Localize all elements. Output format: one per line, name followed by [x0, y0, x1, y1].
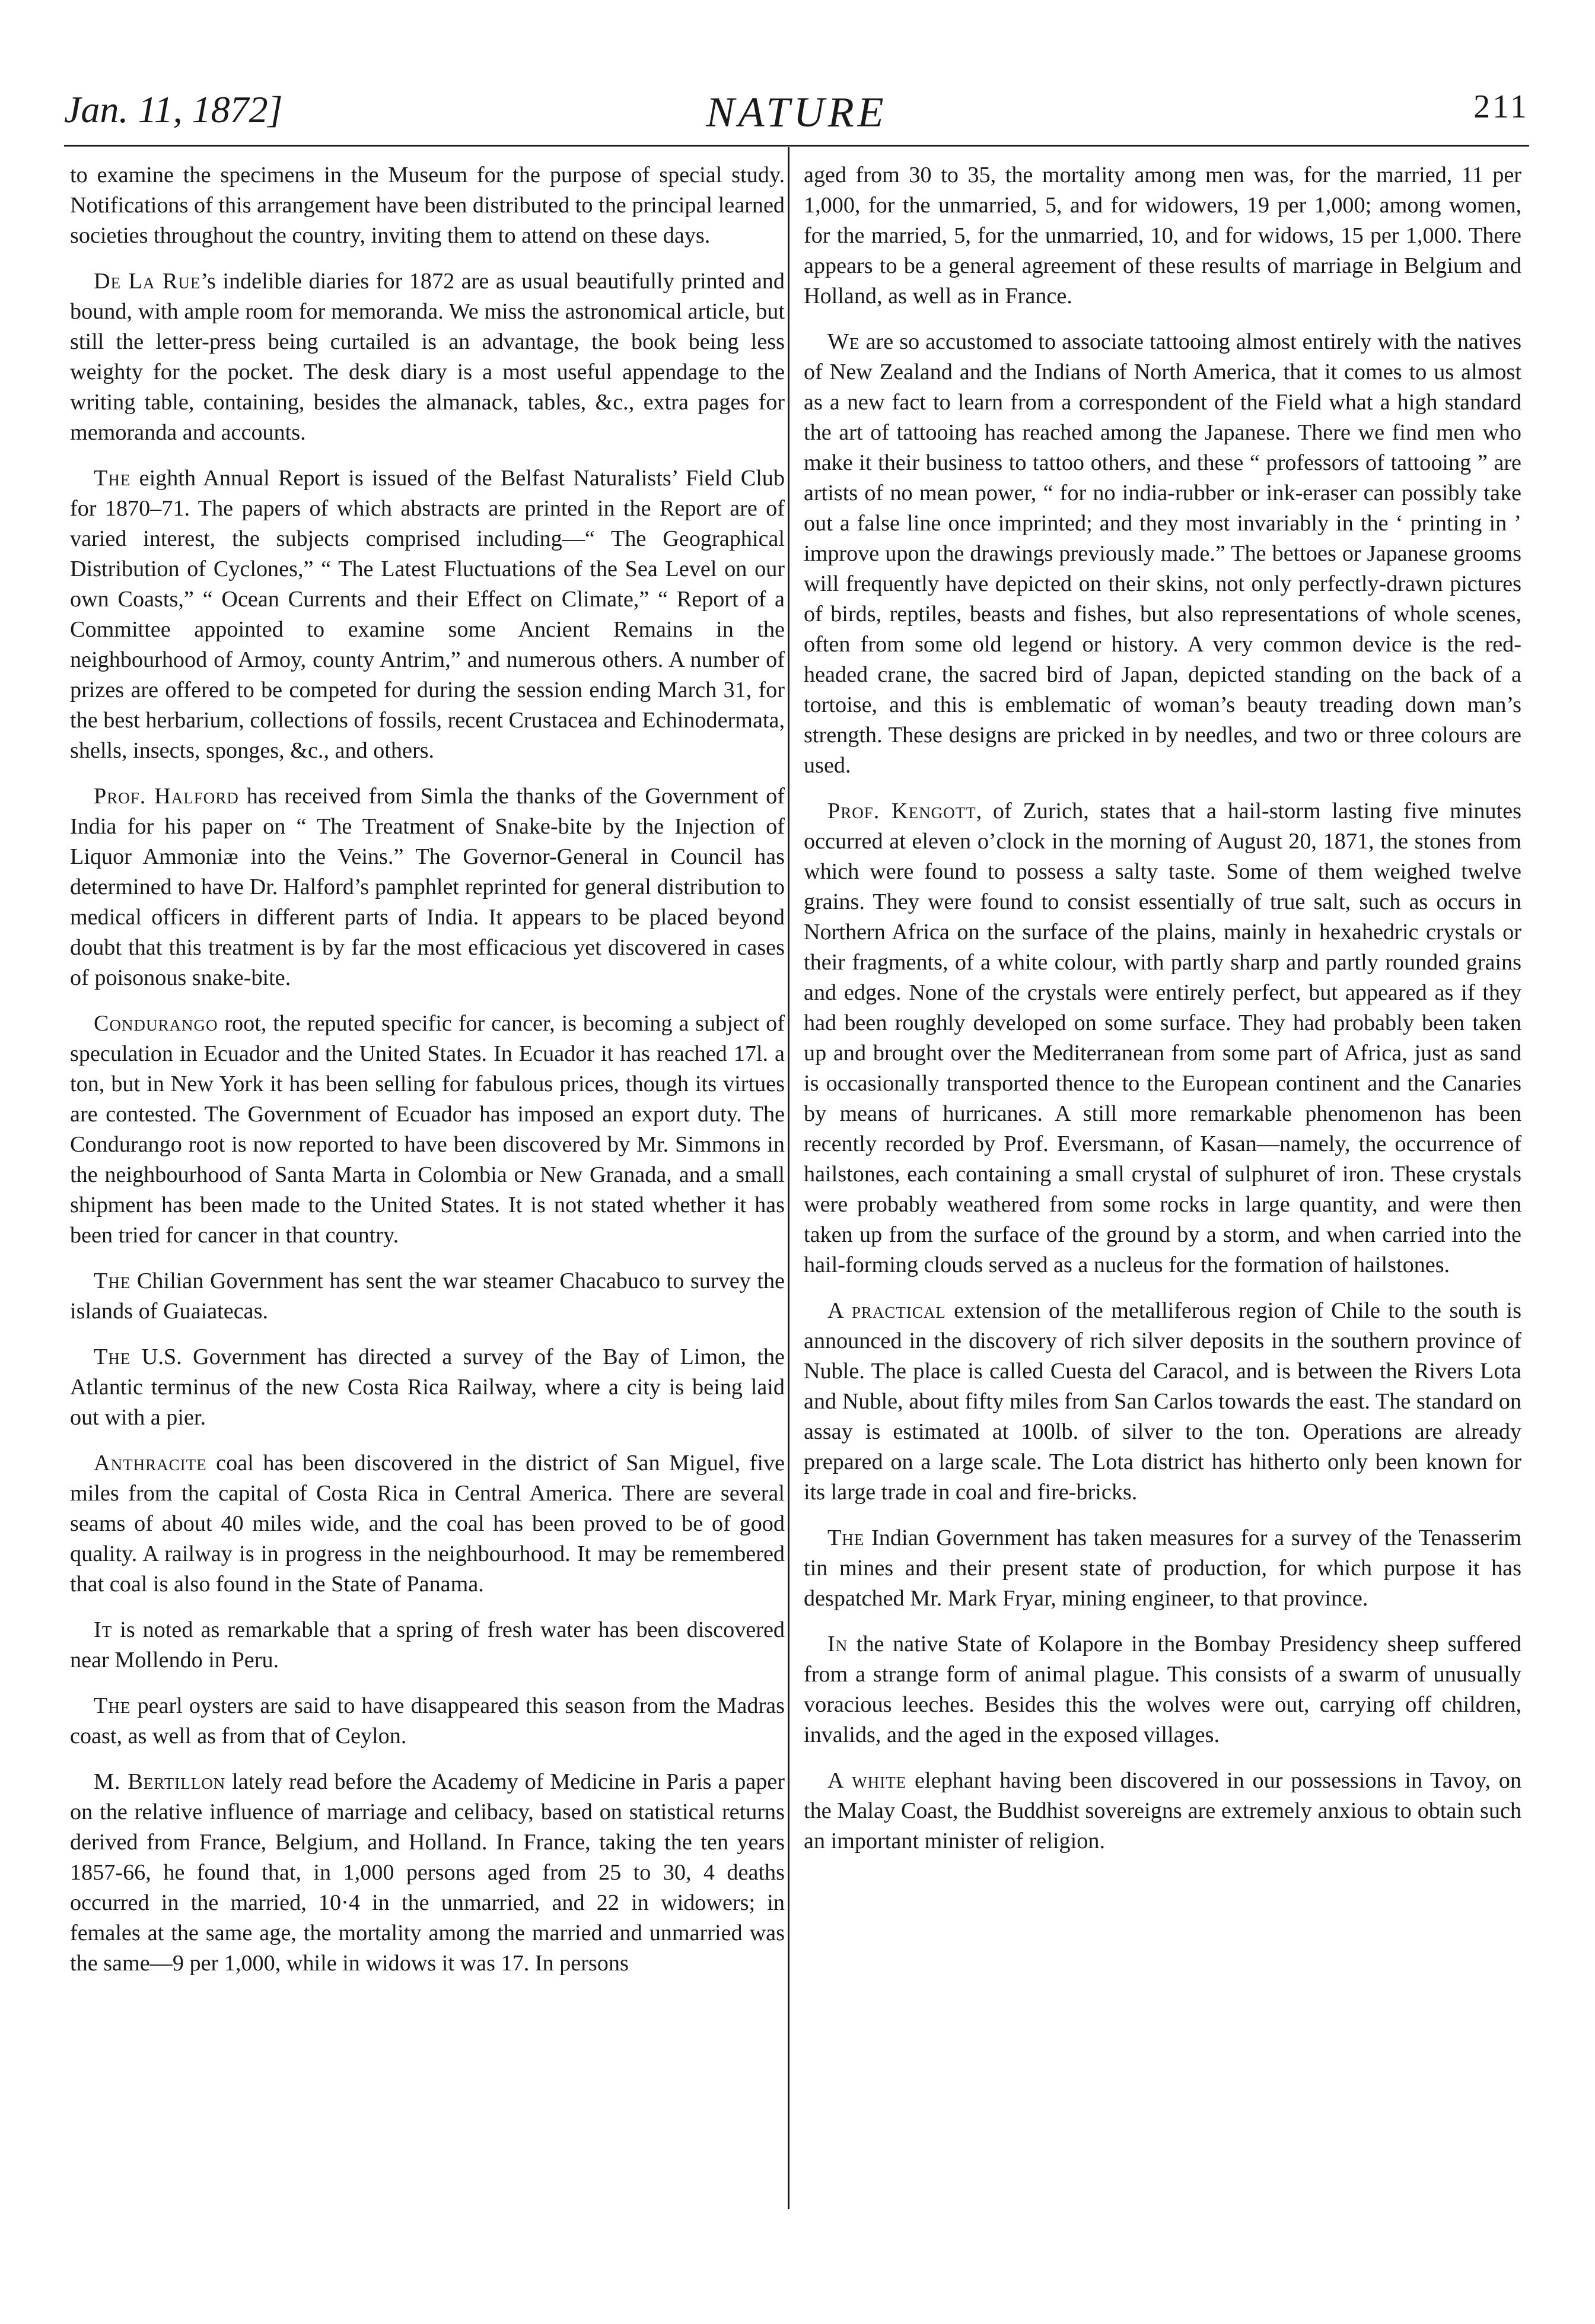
paragraph-text: , of Zurich, states that a hail-storm lasting five minutes occurred at eleven o’clock in the morning of August 20, 1871, the stones from which were found to possess a salty taste. Some of them weighed twelve grains. They were found to consist essentially of true salt, such as occurs in Northern Africa on the surface of the plains, mainly in hexahedric crystals or their fragments, of a white colour, with partly sharp and partly rounded grains and edges. None of the crystals were entirely perfect, but appeared as if they had been roughly developed on some surface. They had probably been taken up and brought over the Mediterranean from some part of Africa, just as sand is occasionally transported thence to the European continent and the Canaries by means of hurricanes. A still more remarkable phenomenon has been recently recorded by Prof. Eversmann, of Kasan—namely, the occurrence of hailstones, each containing a small crystal of sulphuret of iron. These crystals were probably weathered from some rocks in large quantity, and were then taken up from the surface of the ground by a storm, and when carried into the hail-forming clouds served as a nucleus for the formation of hailstones.: [804, 799, 1521, 1277]
paragraph: [70, 463, 785, 766]
paragraph: [804, 1523, 1521, 1614]
paragraph: [70, 1342, 785, 1433]
paragraph-text: extension of the metalliferous region of Chile to the south is announced in the discovery of rich silver deposits in the southern province of Nuble. The place is called Cuesta del Caracol, and is between the Rivers Lota and Nuble, about fifty miles from San Carlos towards the east. The standard on assay is estimated at 100lb. of silver to the ton. Operations are already prepared on a large scale. The Lota district has hitherto only been known for its large trade in coal and fire-bricks.: [804, 1298, 1521, 1505]
issue-date: Jan. 11, 1872]: [64, 88, 283, 131]
paragraph-text: Chilian Government has sent the war steamer Chacabuco to survey the islands of Guaiatecas.: [70, 1268, 785, 1324]
paragraph: [70, 1767, 785, 1979]
paragraph-lead: A practical: [827, 1298, 946, 1323]
paragraph-lead: A white: [827, 1768, 907, 1793]
paragraph-text: eighth Annual Report is issued of the Belfast Naturalists’ Field Club for 1870–71. The papers of which abstracts are printed in the Report are of varied interest, the subjects comprised including—“ The Geographical Distribution of Cyclones,” “ The Latest Fluctuations of the Sea Level on our own Coasts,” “ Ocean Currents and their Effect on Climate,” “ Report of a Committee appointed to examine some Ancient Remains in the neighbourhood of Armoy, county Antrim,” and numerous others. A number of prizes are offered to be competed for during the session ending March 31, for the best herbarium, collections of fossils, recent Crustacea and Echinodermata, shells, insects, sponges, &c., and others.: [70, 466, 785, 763]
paragraph: [804, 327, 1521, 781]
paragraph-lead: Anthracite: [94, 1451, 207, 1476]
paragraph-text: ’s indelible diaries for 1872 are as usual beautifully printed and bound, with ample room for memoranda. We miss the astronomical article, but still the letter-press being curtailed is an advantage, the book being less weighty for the pocket. The desk diary is a most useful appendage to the writing table, containing, besides the almanack, tables, &c., extra pages for memoranda and accounts.: [70, 269, 785, 445]
paragraph-lead: The: [94, 1693, 131, 1718]
column-divider: [788, 147, 789, 2209]
paragraph-text: has received from Simla the thanks of the Government of India for his paper on “ The Treatment of Snake-bite by the Injection of Liquor Ammoniæ into the Veins.” The Governor-General in Council has determined to have Dr. Halford’s pamphlet reprinted for general distribution to medical officers in different parts of India. It appears to be placed beyond doubt that this treatment is by far the most efficacious yet discovered in cases of poisonous snake-bite.: [70, 784, 785, 990]
paragraph: [70, 781, 785, 993]
paragraph-text: the native State of Kolapore in the Bombay Presidency sheep suffered from a strange form of animal plague. This consists of a swarm of unusually voracious leeches. Besides this the wolves were out, carrying off children, invalids, and the aged in the exposed villages.: [804, 1632, 1521, 1747]
paragraph-text: elephant having been discovered in our possessions in Tavoy, on the Malay Coast, the Buddhist sovereigns are extremely anxious to obtain such an important minister of religion.: [804, 1768, 1521, 1854]
paragraph: [804, 796, 1521, 1280]
paragraph-lead: The: [94, 1268, 131, 1293]
journal-title: NATURE: [706, 88, 887, 136]
right-column: [804, 160, 1521, 1872]
paragraph-lead: It: [94, 1617, 113, 1642]
paragraph-lead: The: [94, 1344, 131, 1369]
paragraph-text: aged from 30 to 35, the mortality among men was, for the married, 11 per 1,000, for the unmarried, 5, and for widowers, 19 per 1,000; among women, for the married, 5, for the unmarried, 10, and for widows, 15 per 1,000. There appears to be a general agreement of these results of marriage in Belgium and Holland, as well as in France.: [804, 163, 1521, 309]
paragraph-lead: In: [827, 1632, 848, 1657]
paragraph: [70, 1691, 785, 1751]
paragraph-text: is noted as remarkable that a spring of fresh water has been discovered near Mollendo in Peru.: [70, 1617, 785, 1673]
paragraph: [70, 160, 785, 251]
paragraph-lead: De La Rue: [94, 269, 201, 294]
paragraph: [804, 1629, 1521, 1750]
page-number: 211: [1473, 88, 1529, 125]
paragraph-text: lately read before the Academy of Medicine in Paris a paper on the relative influence of marriage and celibacy, based on statistical returns derived from France, Belgium, and Holland. In France, taking the ten years 1857-66, he found that, in 1,000 persons aged from 25 to 30, 4 deaths occurred in the married, 10·4 in the unmarried, and 22 in widowers; in females at the same age, the mortality among the married and unmarried was the same—9 per 1,000, while in widows it was 17. In persons: [70, 1769, 785, 1976]
paragraph-lead: The: [827, 1525, 865, 1550]
paragraph: [70, 1448, 785, 1600]
paragraph-text: root, the reputed specific for cancer, is becoming a subject of speculation in Ecuador and the United States. In Ecuador it has reached 17l. a ton, but in New York it has been selling for fabulous prices, though its virtues are contested. The Government of Ecuador has imposed an export duty. The Condurango root is now reported to have been discovered by Mr. Simmons in the neighbourhood of Santa Marta in Colombia or New Granada, and a small shipment has been made to the United States. It is not stated whether it has been tried for cancer in that country.: [70, 1011, 785, 1248]
paragraph-text: coal has been discovered in the district of San Miguel, five miles from the capital of Costa Rica in Central America. There are several seams of about 40 miles wide, and the coal has been proved to be of good quality. A railway is in progress in the neighbourhood. It may be remembered that coal is also found in the State of Panama.: [70, 1451, 785, 1597]
paragraph-text: pearl oysters are said to have disappeared this season from the Madras coast, as well as from that of Ceylon.: [70, 1693, 785, 1748]
paragraph: [804, 160, 1521, 311]
paragraph: [804, 1766, 1521, 1856]
left-column: [70, 160, 785, 1994]
paragraph-text: are so accustomed to associate tattooing almost entirely with the natives of New Zealand and the Indians of North America, that it comes to us almost as a new fact to learn from a correspondent of the Field what a high standard the art of tattooing has reached among the Japanese. There we find men who make it their business to tattoo others, and these “ professors of tattooing ” are artists of no mean power, “ for no india-rubber or ink-eraser can possibly take out a false line once imprinted; and they most invariably in the ‘ printing in ’ improve upon the drawings previously made.” The bettoes or Japanese grooms will frequently have depicted on their skins, not only perfectly-drawn pictures of birds, reptiles, beasts and fishes, but also representations of whole scenes, often from some old legend or history. A very common device is the red-headed crane, the sacred bird of Japan, depicted standing on the back of a tortoise, and this is emblematic of woman’s beauty treading down man’s strength. These designs are pricked in by needles, and two or three colours are used.: [804, 329, 1521, 778]
paragraph-text: Indian Government has taken measures for a survey of the Tenasserim tin mines and their present state of production, for which purpose it has despatched Mr. Mark Fryar, mining engineer, to that province.: [804, 1525, 1521, 1611]
paragraph: [70, 1615, 785, 1676]
paragraph: [70, 1266, 785, 1327]
paragraph-text: to examine the specimens in the Museum for the purpose of special study. Notifications of this arrangement have been distributed to the principal learned societies throughout the country, inviting them to attend on these days.: [70, 163, 785, 248]
paragraph: [70, 1009, 785, 1251]
paragraph-lead: Prof. Kengott: [827, 799, 976, 824]
paragraph-lead: Condurango: [94, 1011, 218, 1036]
paragraph-lead: M. Bertillon: [94, 1769, 226, 1794]
header-rule: [64, 145, 1529, 147]
paragraph-lead: We: [827, 329, 860, 354]
paragraph-text: U.S. Government has directed a survey of the Bay of Limon, the Atlantic terminus of the new Costa Rica Railway, where a city is being laid out with a pier.: [70, 1344, 785, 1430]
paragraph: [70, 266, 785, 448]
paragraph: [804, 1296, 1521, 1508]
paragraph-lead: Prof. Halford: [94, 784, 239, 809]
paragraph-lead: The: [94, 466, 131, 491]
page-header: [64, 88, 1529, 141]
